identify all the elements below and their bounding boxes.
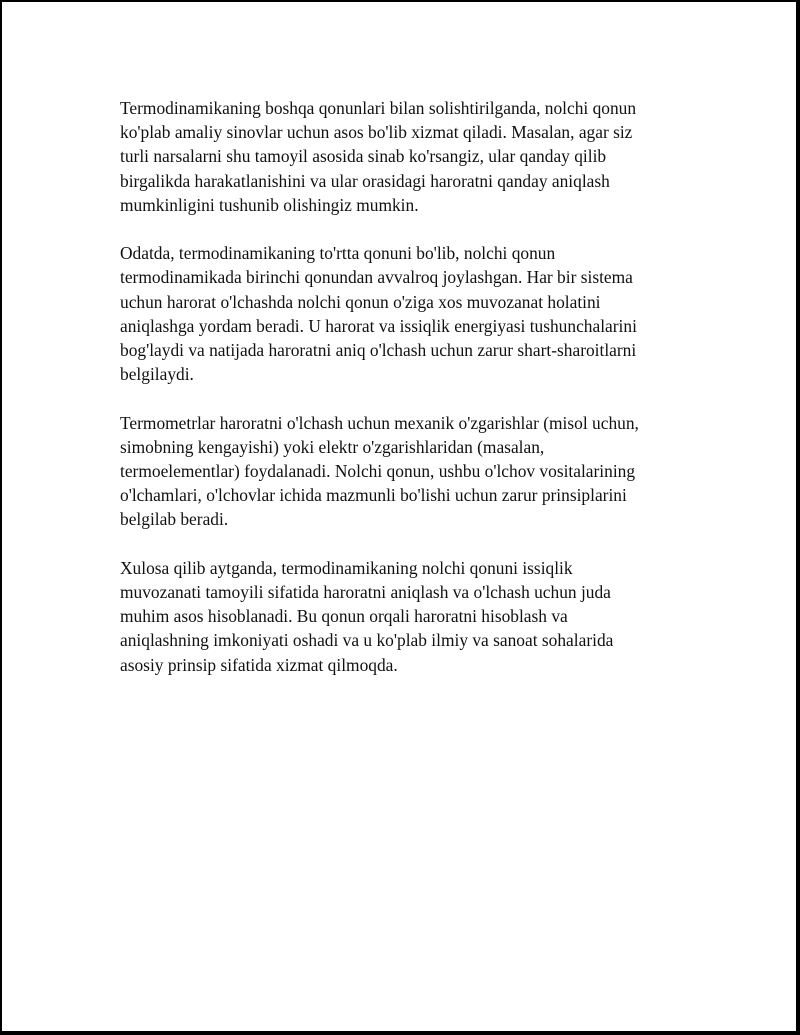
text-line: Termodinamikaning boshqa qonunlari bilan solishtirilganda, nolchi qonun xyxy=(120,98,637,118)
text-line: turli narsalarni shu tamoyil asosida sinab ko'rsangiz, ular qanday qilib xyxy=(120,146,607,167)
text-line: aniqlashning imkoniyati oshadi va u ko'plab ilmiy va sanoat sohalarida xyxy=(120,630,614,651)
paragraph-3 xyxy=(120,411,680,532)
text-line: termoelementlar) foydalanadi. Nolchi qonun, ushbu o'lchov vositalarining xyxy=(120,461,636,482)
text-line: Termometrlar haroratni o'lchash uchun mexanik o'zgarishlar (misol uchun, xyxy=(120,412,639,433)
text-line: o'lchamlari, o'lchovlar ichida mazmunli bo'lishi uchun zarur prinsiplarini xyxy=(120,485,627,506)
text-line: uchun harorat o'lchashda nolchi qonun o'ziga xos muvozanat holatini xyxy=(120,291,601,312)
text-line: belgilab beradi. xyxy=(120,509,229,530)
text-line: mumkinligini tushunib olishingiz mumkin. xyxy=(120,194,419,215)
paragraph-4 xyxy=(120,556,680,677)
text-line: simobning kengayishi) yoki elektr o'zgarishlaridan (masalan, xyxy=(120,436,545,457)
text-line: belgilaydi. xyxy=(120,364,194,385)
text-line: ko'plab amaliy sinovlar uchun asos bo'lib xizmat qiladi. Masalan, agar siz xyxy=(120,122,633,143)
text-line: termodinamikada birinchi qonundan avvalroq joylashgan. Har bir sistema xyxy=(120,267,633,288)
text-line: Odatda, termodinamikaning to'rtta qonuni bo'lib, nolchi qonun xyxy=(120,243,556,264)
paragraph-2 xyxy=(120,241,680,386)
text-line: aniqlashga yordam beradi. U harorat va issiqlik energiyasi tushunchalarini xyxy=(120,315,637,336)
text-line: birgalikda harakatlanishini va ular orasidagi haroratni qanday aniqlash xyxy=(120,170,610,191)
paragraph-1 xyxy=(120,96,680,217)
document-body xyxy=(120,96,680,701)
text-line: bog'laydi va natijada haroratni aniq o'lchash uchun zarur shart-sharoitlarni xyxy=(120,340,637,361)
text-line: muhim asos hisoblanadi. Bu qonun orqali haroratni hisoblash va xyxy=(120,606,568,627)
text-line: Xulosa qilib aytganda, termodinamikaning nolchi qonuni issiqlik xyxy=(120,557,573,578)
text-line: muvozanati tamoyili sifatida haroratni aniqlash va o'lchash uchun juda xyxy=(120,582,611,603)
text-line: asosiy prinsip sifatida xizmat qilmoqda. xyxy=(120,654,398,675)
